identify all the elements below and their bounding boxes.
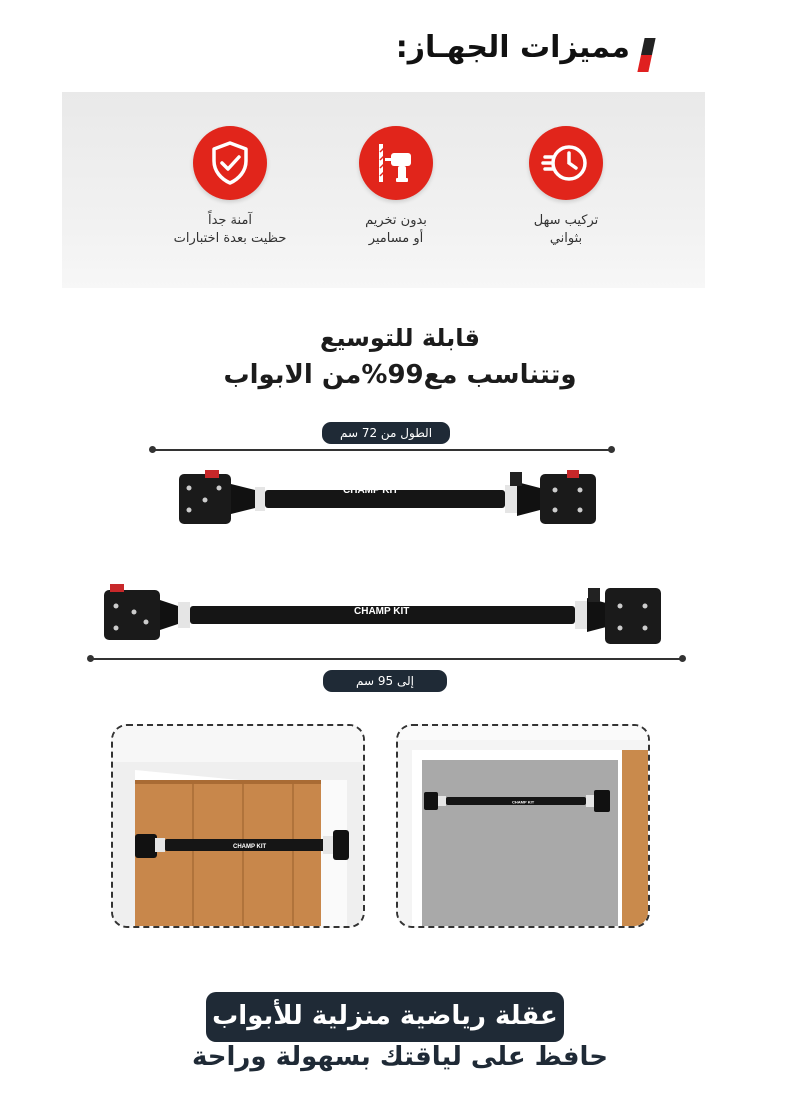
- length-max-line: [90, 658, 682, 660]
- feature-line1: آمنة جداً: [207, 213, 253, 228]
- fast-clock-icon: [529, 126, 603, 200]
- features-title: مميزات الجهـاز:: [395, 30, 630, 65]
- length-min-label: الطول من 72 سم: [322, 422, 450, 444]
- header-accent-bar: [637, 38, 655, 72]
- measure-dot: [87, 655, 94, 662]
- feature-line2: حظيت بعدة اختبارات: [173, 231, 287, 246]
- feature-no-drilling: [306, 126, 486, 248]
- svg-text:CHAMP KIT: CHAMP KIT: [512, 799, 535, 805]
- product-title-banner: عقلة رياضية منزلية للأبواب: [206, 992, 564, 1042]
- feature-safe: [140, 126, 320, 248]
- brand-label: CHAMP KIT: [354, 606, 410, 617]
- expand-heading-line2: وتتناسب مع99%من الابواب: [223, 360, 577, 390]
- expand-heading-line1: قابلة للتوسيع: [320, 324, 480, 352]
- feature-easy-install: [476, 126, 656, 248]
- drill-icon: [359, 126, 433, 200]
- door-photo-gray: [396, 724, 650, 928]
- svg-text:CHAMP KIT: CHAMP KIT: [233, 844, 267, 850]
- door-photo-wood: [111, 724, 365, 928]
- length-min-line: [152, 449, 612, 451]
- pullup-bar-short: [175, 468, 600, 530]
- shield-check-icon: [193, 126, 267, 200]
- feature-line1: تركيب سهل: [533, 213, 599, 228]
- feature-line2: أو مسامير: [368, 231, 424, 246]
- brand-label: CHAMP KIT: [343, 485, 399, 496]
- product-tagline: حافظ على لياقتك بسهولة وراحة: [192, 1042, 608, 1072]
- measure-dot: [149, 446, 156, 453]
- feature-line1: بدون تخريم: [365, 213, 427, 228]
- measure-dot: [679, 655, 686, 662]
- length-max-label: إلى 95 سم: [323, 670, 447, 692]
- measure-dot: [608, 446, 615, 453]
- pullup-bar-long: [100, 582, 665, 646]
- feature-line2: بثواني: [549, 231, 583, 246]
